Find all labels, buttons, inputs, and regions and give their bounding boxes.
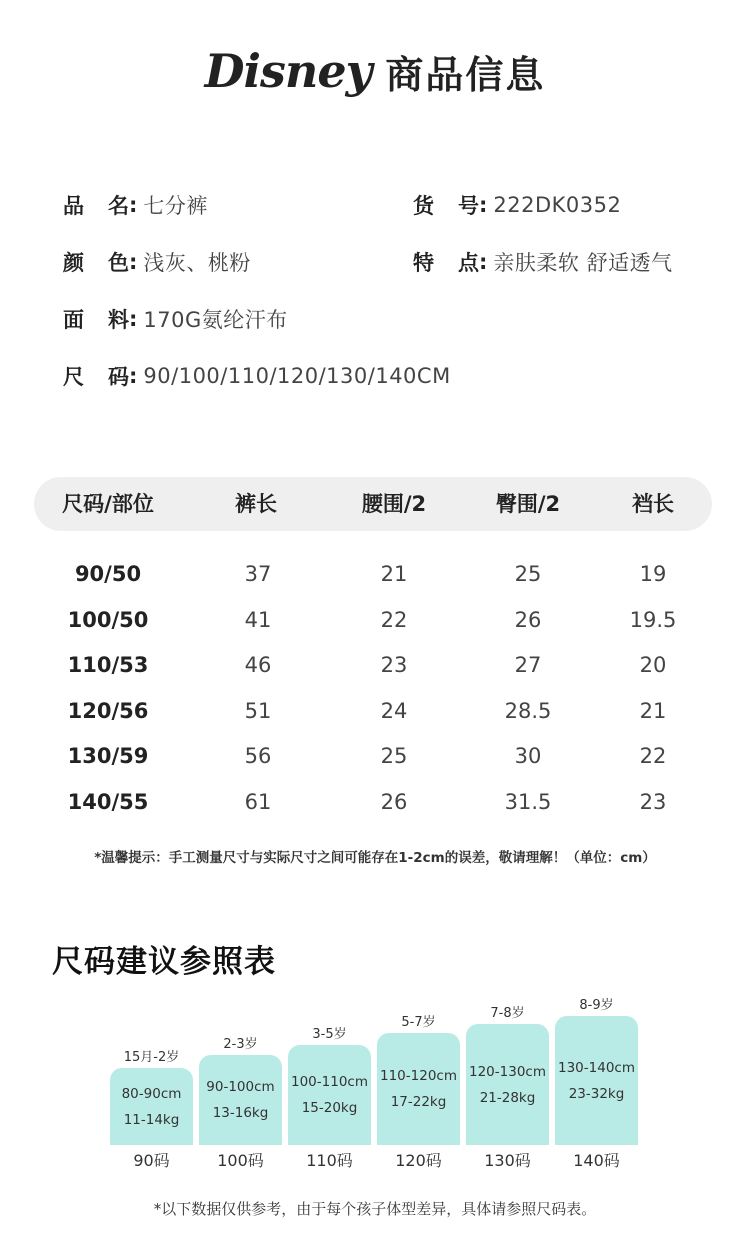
height-range: 120-130cm	[469, 1063, 546, 1080]
table-row-size: 90/50	[74, 562, 142, 586]
table-cell: 31.5	[504, 790, 552, 814]
size-code-label: 140码	[573, 1151, 620, 1170]
table-header-cell: 腰围/2	[361, 492, 427, 516]
table-cell: 24	[380, 699, 408, 723]
table-cell: 20	[639, 653, 667, 677]
info-feature-value: 亲肤柔软 舒适透气	[493, 251, 673, 275]
info-name: 品 名 : 七分裤	[63, 189, 208, 221]
info-sku-value: 222DK0352	[493, 193, 622, 217]
table-cell: 61	[244, 790, 272, 814]
table-cell: 28.5	[504, 699, 552, 723]
table-cell: 19.5	[629, 608, 677, 632]
age-label: 3-5岁	[312, 1027, 347, 1042]
table-row-size: 100/50	[67, 608, 149, 632]
age-label: 15月-2岁	[123, 1050, 180, 1065]
age-label: 5-7岁	[401, 1015, 436, 1030]
table-header-cell: 裤长	[235, 492, 277, 516]
info-fabric-label: 面 料	[63, 308, 129, 332]
size-bar-text	[288, 1069, 371, 1121]
info-color-label: 颜 色	[63, 251, 129, 275]
table-header-cell: 臀围/2	[495, 492, 561, 516]
table-cell: 22	[639, 744, 667, 768]
info-size-label: 尺 码	[63, 365, 129, 389]
table-cell: 26	[514, 608, 542, 632]
brand-logo: Disney	[204, 44, 372, 98]
table-cell: 25	[514, 562, 542, 586]
info-fabric: 面 料 : 170G氨纶汗布	[63, 303, 288, 335]
table-cell: 56	[244, 744, 272, 768]
size-bar-text	[377, 1063, 460, 1115]
table-cell: 26	[380, 790, 408, 814]
table-cell: 51	[244, 699, 272, 723]
age-label: 8-9岁	[579, 998, 614, 1013]
info-feature: 特 点 : 亲肤柔软 舒适透气	[413, 246, 673, 278]
info-color-value: 浅灰、桃粉	[143, 251, 251, 275]
table-header-cell: 裆长	[632, 492, 674, 516]
size-table-header	[34, 477, 712, 531]
info-size-value: 90/100/110/120/130/140CM	[143, 364, 451, 388]
weight-range: 21-28kg	[479, 1089, 536, 1106]
table-cell: 21	[380, 562, 408, 586]
table-row-size: 110/53	[67, 653, 149, 677]
weight-range: 23-32kg	[568, 1085, 625, 1102]
table-cell: 30	[514, 744, 542, 768]
reference-note: *以下数据仅供参考，由于每个孩子体型差异，具体请参照尺码表。	[153, 1200, 597, 1218]
info-sku: 货 号 : 222DK0352	[413, 189, 621, 221]
size-bar-text	[199, 1074, 282, 1126]
height-range: 80-90cm	[121, 1085, 182, 1102]
info-name-label: 品 名	[63, 194, 129, 218]
table-cell: 22	[380, 608, 408, 632]
height-range: 110-120cm	[380, 1068, 457, 1084]
table-cell: 23	[639, 790, 667, 814]
info-color: 颜 色 : 浅灰、桃粉	[63, 246, 251, 278]
size-bar-text	[110, 1081, 193, 1133]
size-code-label: 120码	[395, 1151, 442, 1170]
info-feature-label: 特 点	[413, 251, 479, 275]
table-cell: 19	[639, 562, 667, 586]
size-code-label: 130码	[484, 1151, 531, 1170]
size-code-label: 90码	[133, 1151, 170, 1170]
info-size: 尺 码 : 90/100/110/120/130/140CM	[63, 360, 451, 392]
table-cell: 27	[514, 653, 542, 677]
measurement-note: *温馨提示：手工测量尺寸与实际尺寸之间可能存在1-2cm的误差，敬请理解！（单位：cm）	[94, 850, 656, 866]
size-code-label: 110码	[306, 1151, 353, 1170]
page-header	[0, 40, 750, 102]
recommendation-title: 尺码建议参照表	[52, 944, 276, 980]
age-label: 2-3岁	[223, 1037, 258, 1052]
info-sku-label: 货 号	[413, 194, 479, 218]
height-range: 100-110cm	[291, 1074, 368, 1090]
table-cell: 46	[244, 653, 272, 677]
size-bar-text	[466, 1059, 549, 1111]
weight-range: 17-22kg	[390, 1094, 447, 1110]
table-row-size: 120/56	[67, 699, 149, 723]
table-cell: 21	[639, 699, 667, 723]
height-range: 130-140cm	[558, 1059, 635, 1076]
table-cell: 25	[380, 744, 408, 768]
age-label: 7-8岁	[490, 1006, 525, 1021]
table-cell: 37	[244, 562, 272, 586]
table-row-size: 130/59	[67, 744, 149, 768]
page-title: 商品信息	[385, 52, 546, 97]
height-range: 90-100cm	[206, 1079, 275, 1095]
weight-range: 13-16kg	[212, 1105, 269, 1121]
table-cell: 23	[380, 653, 408, 677]
info-fabric-value: 170G氨纶汗布	[143, 308, 288, 332]
weight-range: 15-20kg	[301, 1100, 358, 1116]
table-header-cell: 尺码/部位	[62, 492, 154, 516]
info-name-value: 七分裤	[143, 194, 208, 218]
table-row-size: 140/55	[67, 790, 149, 814]
table-cell: 41	[244, 608, 272, 632]
size-code-label: 100码	[217, 1151, 264, 1170]
size-bar-text	[555, 1055, 638, 1107]
weight-range: 11-14kg	[123, 1111, 180, 1128]
